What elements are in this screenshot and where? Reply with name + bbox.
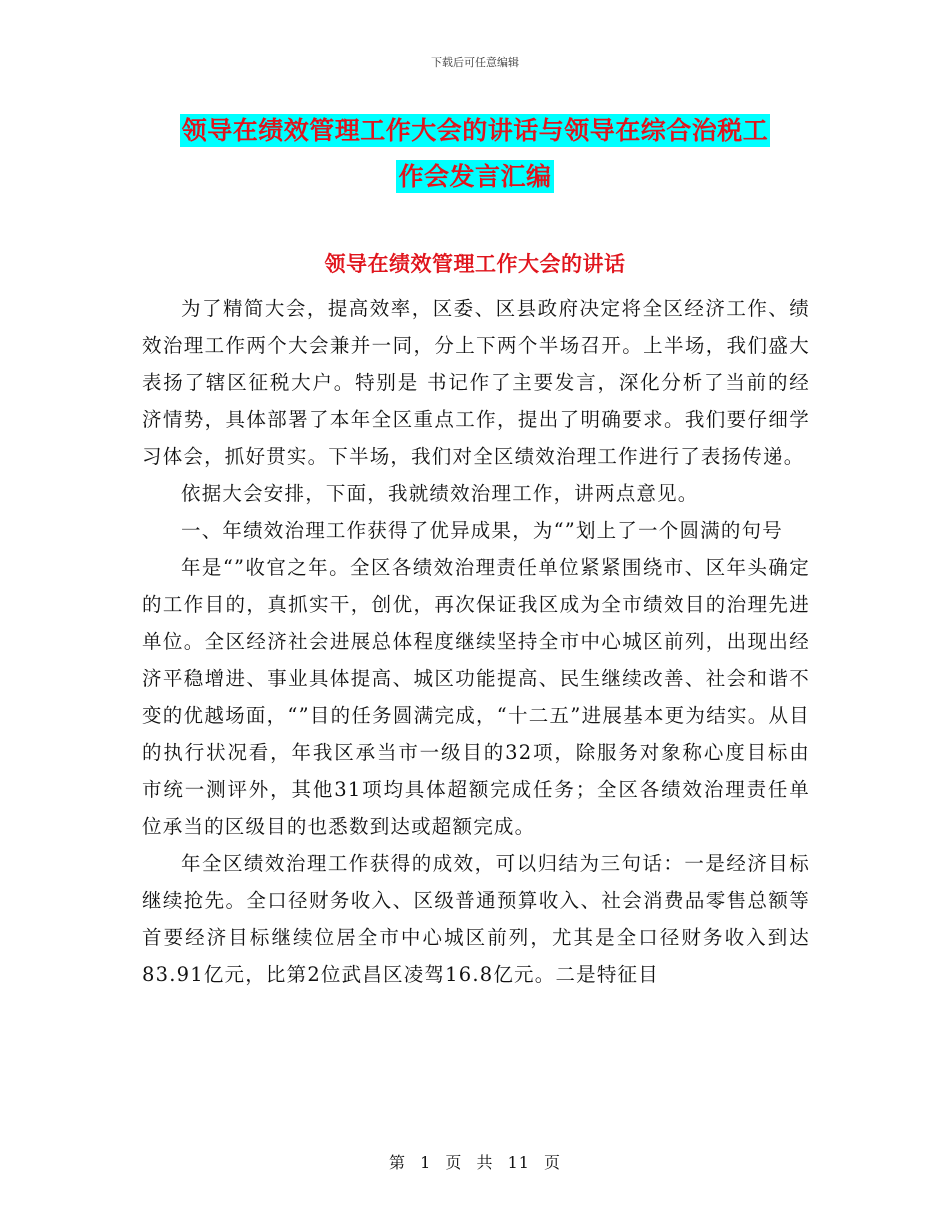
- paragraph: 年是“”收官之年。全区各绩效治理责任单位紧紧围绕市、区年头确定的工作目的，真抓实干，创优，再次保证我区成为全市绩效目的治理先进单位。全区经济社会进展总体程度继续坚持全市中心城区前列，出现出经济平稳增进、事业具体提高、城区功能提高、民生继续改善、社会和谐不变的优越场面，“”目的任务圆满完成，“十二五”进展基本更为结实。从目的执行状况看，年我区承当市一级目的32项，除服务对象称心度目标由市统一测评外，其他31项均具体超额完成任务；全区各绩效治理责任单位承当的区级目的也悉数到达或超额完成。: [142, 556, 810, 838]
- paragraph: 依据大会安排，下面，我就绩效治理工作，讲两点意见。: [181, 482, 699, 505]
- paragraph: 年全区绩效治理工作获得的成效，可以归结为三句话：一是经济目标继续抢先。全口径财务收入、区级普通预算收入、社会消费品零售总额等首要经济目标继续位居全市中心城区前列，尤其是全口径财务收入到达83.91亿元，比第2位武昌区凌驾16.8亿元。二是特征目: [142, 852, 810, 986]
- document-title-line-2: 作会发言汇编: [398, 162, 552, 191]
- document-title: [145, 108, 805, 200]
- document-title-line-1: 领导在绩效管理工作大会的讲话与领导在综合治税工: [181, 116, 769, 145]
- section-title: 领导在绩效管理工作大会的讲话: [324, 252, 626, 276]
- page-label-prefix: 第: [388, 1153, 406, 1172]
- page-number: 1: [420, 1153, 432, 1172]
- total-suffix: 页: [544, 1153, 562, 1172]
- total-label: 共: [476, 1153, 494, 1172]
- total-pages: 11: [507, 1153, 530, 1172]
- page-footer: [0, 1150, 950, 1173]
- page-label-mid: 页: [445, 1153, 463, 1172]
- header-note: 下载后可任意编辑: [431, 56, 519, 69]
- document-body: [142, 290, 810, 993]
- paragraph: 为了精简大会，提高效率，区委、区县政府决定将全区经济工作、绩效治理工作两个大会兼并一同，分上下两个半场召开。上半场，我们盛大表扬了辖区征税大户。特别是 书记作了主要发言，深化分析了当前的经济情势，具体部署了本年全区重点工作，提出了明确要求。我们要仔细学习体会，抓好贯实。下半场，我们对全区绩效治理工作进行了表扬传递。: [142, 297, 810, 468]
- paragraph: 一、年绩效治理工作获得了优异成果，为“”划上了一个圆满的句号: [181, 519, 783, 542]
